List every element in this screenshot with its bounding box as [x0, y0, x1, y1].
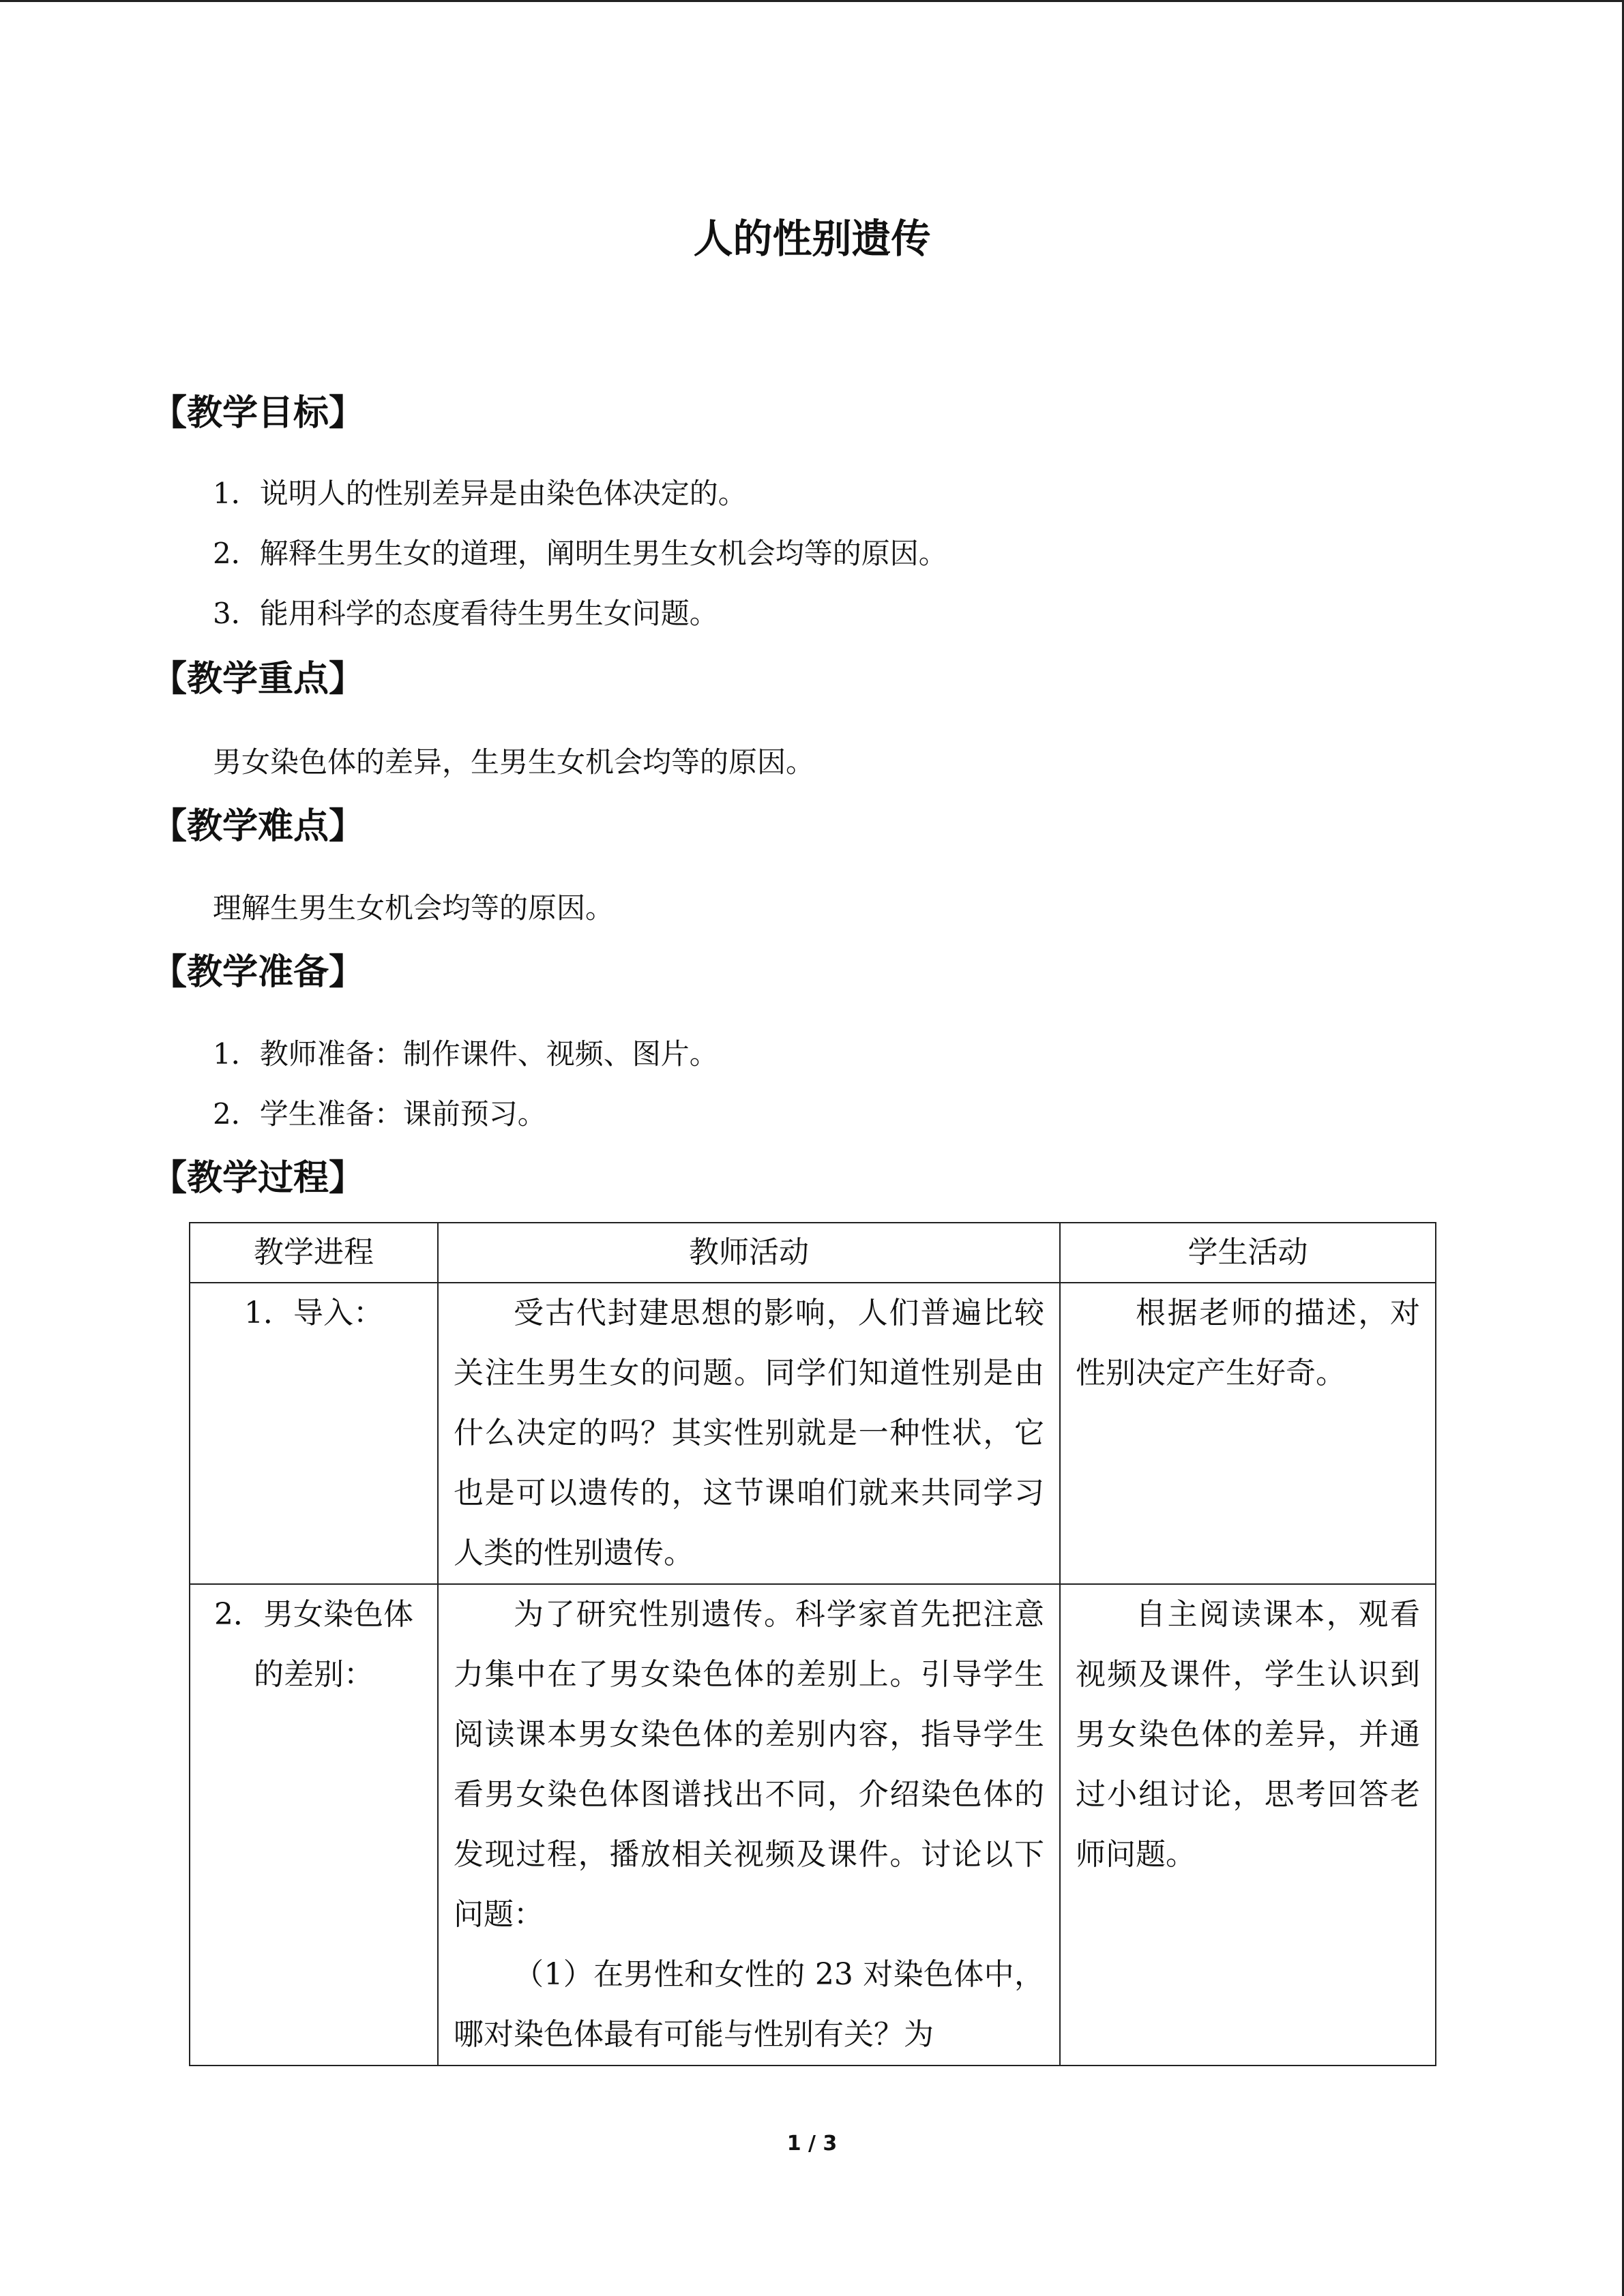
heading-objectives: 【教学目标】: [151, 393, 365, 434]
student-activity-cell: [1060, 1283, 1436, 1584]
page-border-top: [0, 0, 1624, 2]
teacher-activity-text: 受古代封建思想的影响，人们普遍比较关注生男生女的问题。同学们知道性别是由什么决定的吗？其实性别就是一种性状，它也是可以遗传的，这节课咱们就来共同学习人类的性别遗传。: [454, 1296, 1044, 1570]
teacher-activity-text: 为了研究性别遗传。科学家首先把注意力集中在了男女染色体的差别上。引导学生阅读课本男女染色体的差别内容，指导学生看男女染色体图谱找出不同，介绍染色体的发现过程，播放相关视频及课件。讨论以下问题：: [454, 1597, 1044, 1932]
student-activity-text: 根据老师的描述，对性别决定产生好奇。: [1076, 1296, 1420, 1390]
objective-item-1: 1．说明人的性别差异是由染色体决定的。: [213, 477, 747, 510]
objective-item-3: 3．能用科学的态度看待生男生女问题。: [213, 597, 718, 630]
table-header-row: [190, 1223, 1436, 1283]
teacher-activity-cell: [438, 1283, 1060, 1584]
teacher-question-text: （1）在男性和女性的 23 对染色体中，哪对染色体最有可能与性别有关？为: [454, 1957, 1044, 2052]
heading-process: 【教学过程】: [151, 1158, 365, 1199]
teacher-activity-cell: [438, 1584, 1060, 2066]
stage-cell: 2．男女染色体的差别：: [190, 1584, 438, 2066]
column-header-student: 学生活动: [1060, 1223, 1436, 1283]
objective-item-2: 2．解释生男生女的道理，阐明生男生女机会均等的原因。: [213, 537, 947, 570]
stage-cell: 1．导入：: [190, 1283, 438, 1584]
column-header-stage: 教学进程: [190, 1223, 438, 1283]
teaching-process-table: [189, 1222, 1436, 2066]
student-activity-cell: [1060, 1584, 1436, 2066]
preparation-item-1: 1．教师准备：制作课件、视频、图片。: [213, 1037, 718, 1071]
heading-key-points: 【教学重点】: [151, 659, 365, 700]
page-number: 1 / 3: [786, 2132, 838, 2156]
heading-preparation: 【教学准备】: [151, 952, 365, 993]
key-points-text: 男女染色体的差异，生男生女机会均等的原因。: [213, 745, 815, 779]
preparation-item-2: 2．学生准备：课前预习。: [213, 1097, 546, 1131]
document-title: 人的性别遗传: [693, 215, 931, 262]
table-row: [190, 1283, 1436, 1584]
table-row: [190, 1584, 1436, 2066]
student-activity-text: 自主阅读课本，观看视频及课件，学生认识到男女染色体的差异，并通过小组讨论，思考回答老师问题。: [1076, 1597, 1420, 1872]
column-header-teacher: 教师活动: [438, 1223, 1060, 1283]
difficulties-text: 理解生男生女机会均等的原因。: [213, 891, 615, 925]
heading-difficulties: 【教学难点】: [151, 806, 365, 847]
